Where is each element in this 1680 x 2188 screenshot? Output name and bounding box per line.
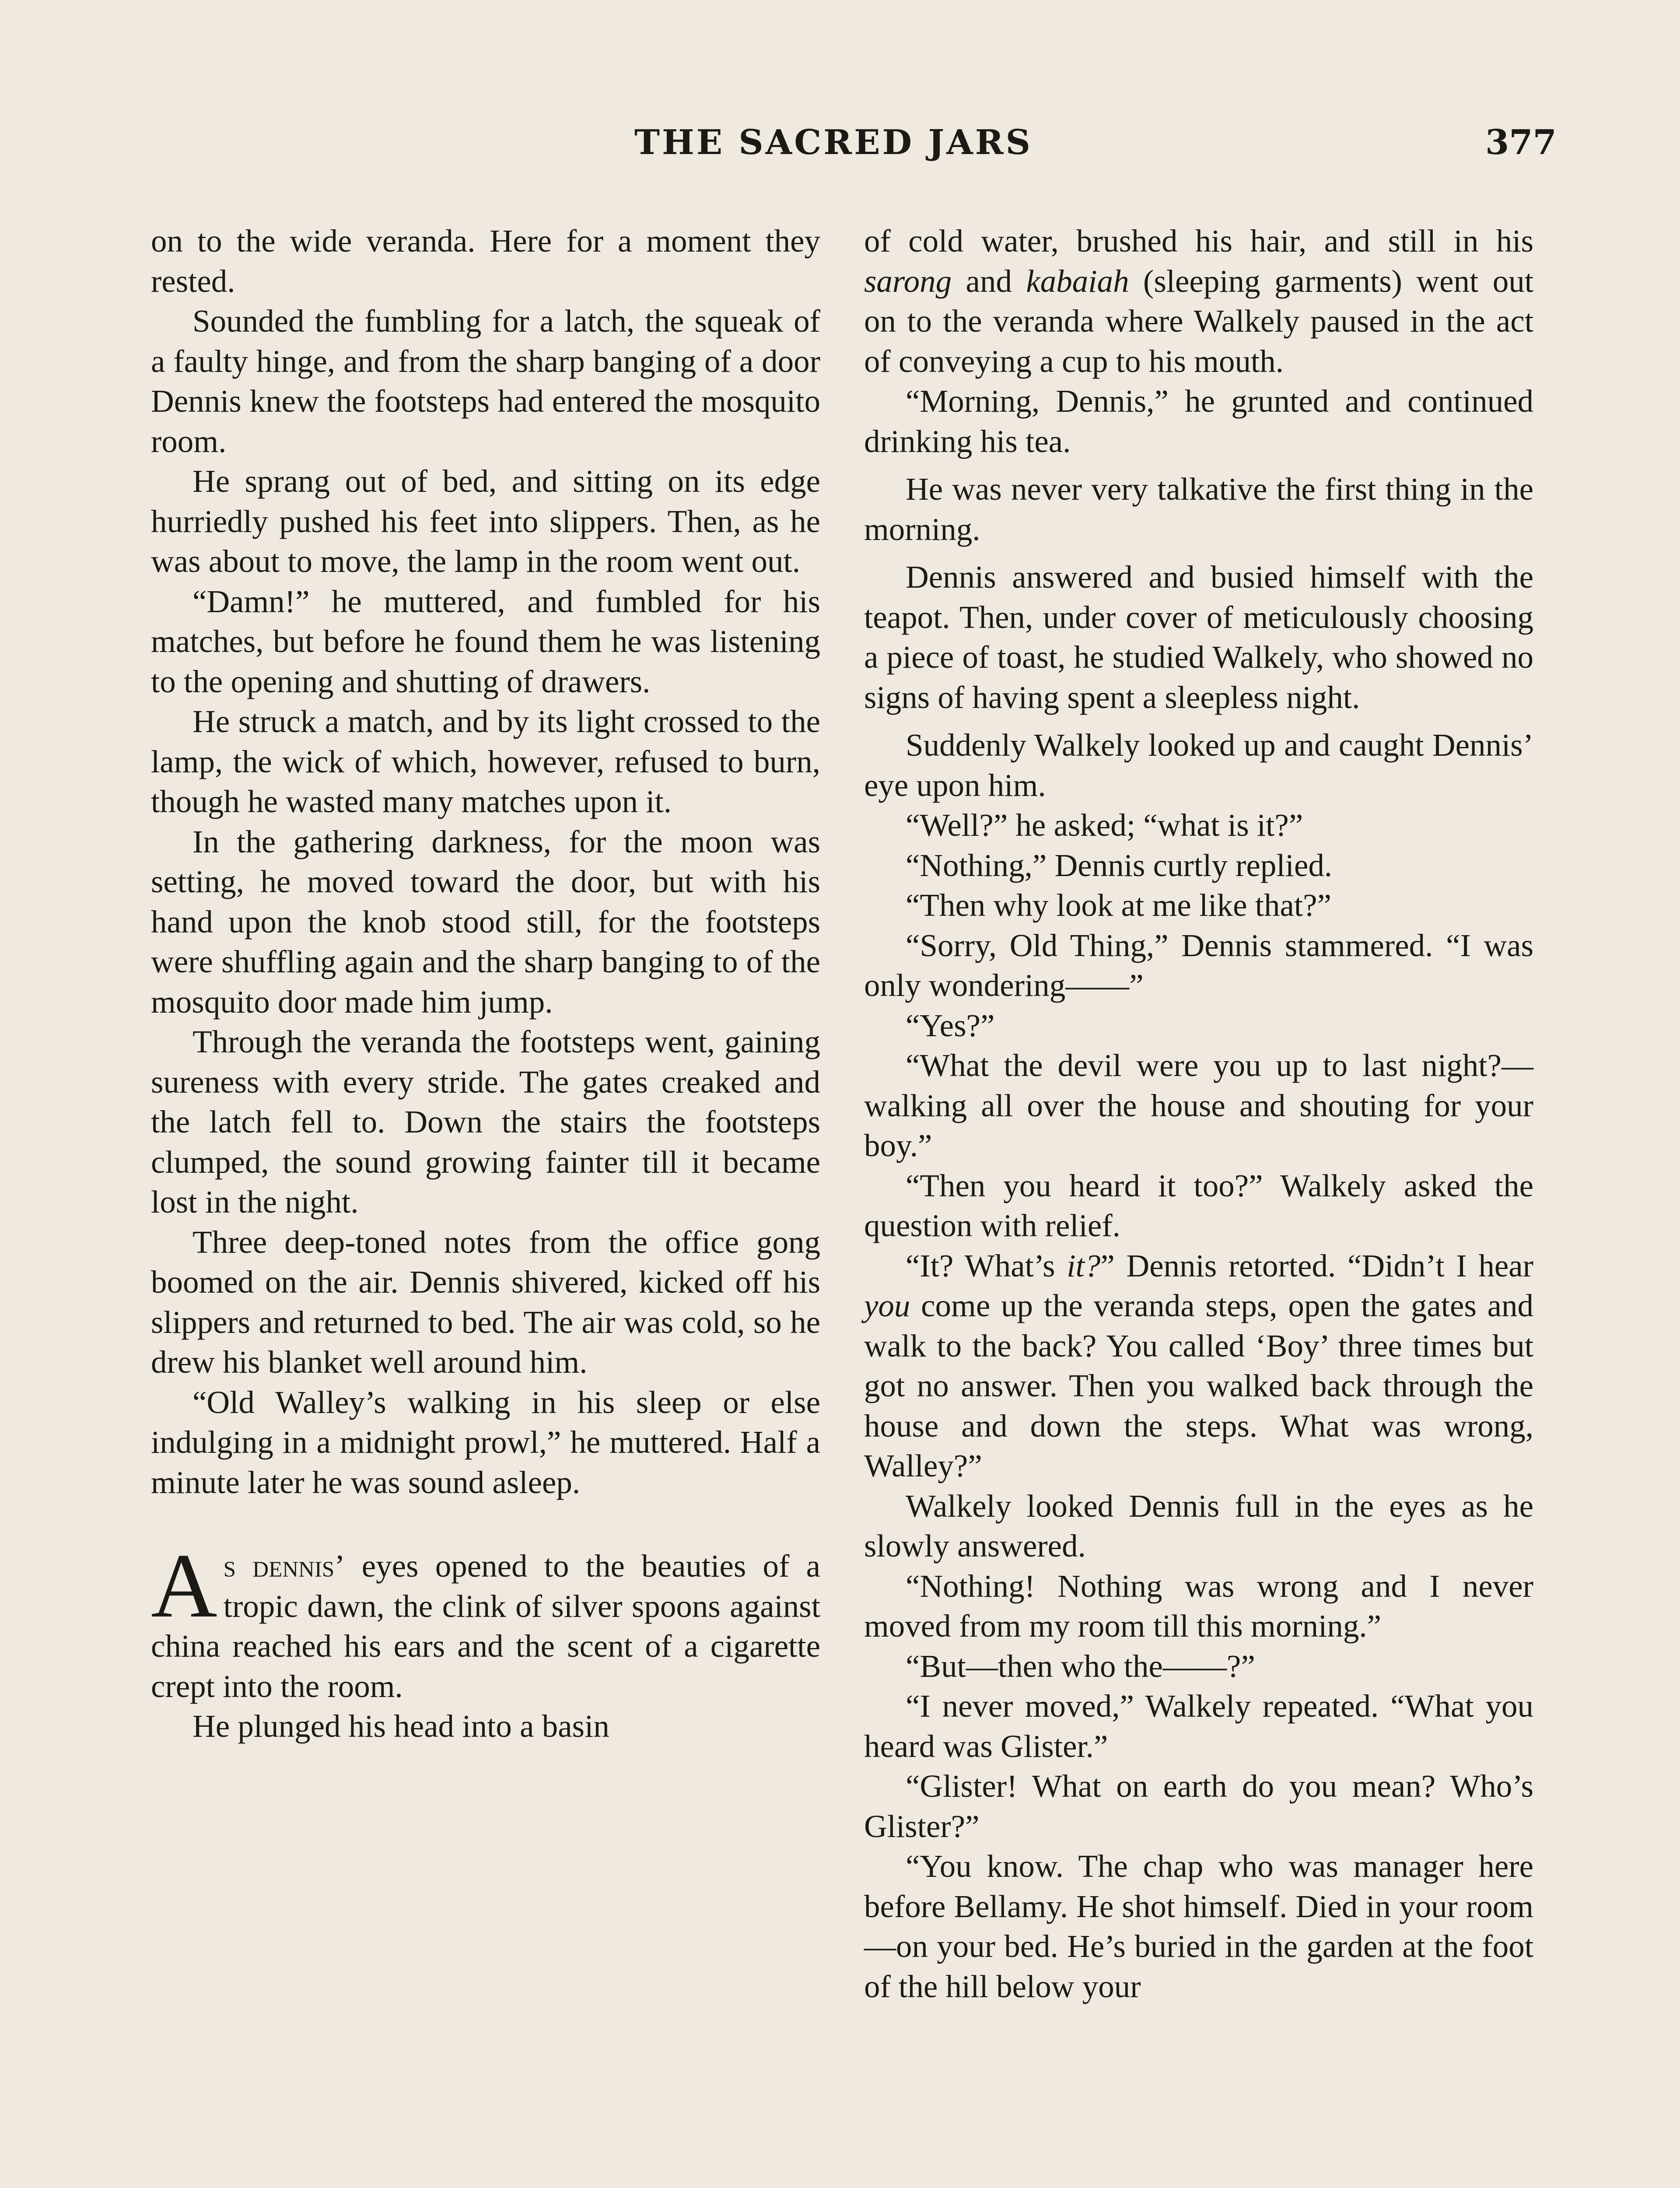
paragraph: In the gathering darkness, for the moon was setting, he moved toward the door, but with his hand upon the knob stood still, for the footsteps were shuffling again and the sharp banging to of the mosquito door made him jump. bbox=[151, 824, 820, 1020]
small-caps-lead: s dennis’ bbox=[223, 1548, 345, 1584]
text-run: “It? What’s bbox=[906, 1248, 1067, 1283]
paragraph bbox=[864, 1246, 1533, 1486]
section-text: eyes opened to the beauties of a tropic dawn, the clink of silver spoons against china reached his ears and the scent of a cigarette crept into the room. bbox=[151, 1548, 820, 1704]
paragraph: “But—then who the——?” bbox=[906, 1648, 1255, 1684]
paragraph: on to the wide veranda. Here for a moment they rested. bbox=[151, 223, 820, 299]
text-run: (sleeping garments) went out on to the veranda where Walkely paused in the act of conveying a cup to his mouth. bbox=[864, 263, 1533, 379]
paragraph: Walkely looked Dennis full in the eyes as he slowly answered. bbox=[864, 1488, 1533, 1564]
paragraph: “Morning, Dennis,” he grunted and continued drinking his tea. bbox=[864, 383, 1533, 459]
paragraph: “Sorry, Old Thing,” Dennis stammered. “I was only wondering——” bbox=[864, 927, 1533, 1003]
drop-cap: A bbox=[151, 1535, 217, 1637]
italic-term: kabaiah bbox=[1026, 263, 1129, 299]
paragraph: “Well?” he asked; “what is it?” bbox=[906, 807, 1303, 843]
paragraph: “Old Walley’s walking in his sleep or else indulging in a midnight prowl,” he muttered. Half a minute later he was sound asleep. bbox=[151, 1384, 820, 1500]
paragraph: “Yes?” bbox=[906, 1007, 995, 1043]
paragraph: “Nothing! Nothing was wrong and I never moved from my room till this morning.” bbox=[864, 1568, 1533, 1644]
left-column bbox=[151, 221, 820, 1746]
paragraph: He plunged his head into a basin bbox=[192, 1708, 609, 1744]
text-run: ” Dennis retorted. “Didn’t I hear bbox=[1100, 1248, 1533, 1283]
paragraph: Suddenly Walkely looked up and caught Dennis’ eye upon him. bbox=[864, 727, 1533, 803]
paragraph: “What the devil were you up to last night?—walking all over the house and shouting for your boy.” bbox=[864, 1048, 1533, 1163]
paragraph: He was never very talkative the first thing in the morning. bbox=[864, 471, 1533, 547]
right-column bbox=[864, 221, 1533, 2006]
paragraph: He sprang out of bed, and sitting on its edge hurriedly pushed his feet into slippers. Then, as he was about to move, the lamp in the room went out. bbox=[151, 463, 820, 579]
paragraph: “You know. The chap who was manager here before Bellamy. He shot himself. Died in your room—on your bed. He’s buried in the garden at the foot of the hill below your bbox=[864, 1848, 1533, 2004]
page-number: 377 bbox=[1485, 123, 1557, 162]
paragraph: Three deep-toned notes from the office gong boomed on the air. Dennis shivered, kicked off his slippers and returned to bed. The air was cold, so he drew his blanket well around him. bbox=[151, 1224, 820, 1380]
text-run: of cold water, brushed his hair, and still in his bbox=[864, 223, 1533, 259]
paragraph: “Then why look at me like that?” bbox=[906, 887, 1331, 923]
running-title: THE SACRED JARS bbox=[634, 123, 1032, 162]
paragraph: “Glister! What on earth do you mean? Who’s Glister?” bbox=[864, 1768, 1533, 1844]
paragraph: Through the veranda the footsteps went, gaining sureness with every stride. The gates creaked and the latch fell to. Down the stairs the footsteps clumped, the sound growing fainter till it became lost in the night. bbox=[151, 1024, 820, 1220]
paragraph: “Then you heard it too?” Walkely asked the question with relief. bbox=[864, 1168, 1533, 1243]
text-run: and bbox=[952, 263, 1026, 299]
paragraph: “I never moved,” Walkely repeated. “What you heard was Glister.” bbox=[864, 1688, 1533, 1764]
paragraph: Sounded the fumbling for a latch, the squeak of a faulty hinge, and from the sharp banging of a door Dennis knew the footsteps had entered the mosquito room. bbox=[151, 303, 820, 459]
paragraph: Dennis answered and busied himself with the teapot. Then, under cover of meticulously choosing a piece of toast, he studied Walkely, who showed no signs of having spent a sleepless night. bbox=[864, 559, 1533, 715]
text-run: come up the veranda steps, open the gates and walk to the back? You called ‘Boy’ three times but got no answer. Then you walked back through the house and down the steps. What was wrong, Walley?” bbox=[864, 1288, 1533, 1483]
section-opening-paragraph bbox=[151, 1535, 820, 1706]
paragraph: He struck a match, and by its light crossed to the lamp, the wick of which, however, refused to burn, though he wasted many matches upon it. bbox=[151, 704, 820, 819]
paragraph: “Nothing,” Dennis curtly replied. bbox=[906, 847, 1333, 883]
paragraph bbox=[864, 221, 1533, 381]
italic-word: you bbox=[864, 1288, 910, 1323]
paragraph: “Damn!” he muttered, and fumbled for his matches, but before he found them he was listening to the opening and shutting of drawers. bbox=[151, 583, 820, 699]
italic-word: it? bbox=[1067, 1248, 1101, 1283]
italic-term: sarong bbox=[864, 263, 952, 299]
